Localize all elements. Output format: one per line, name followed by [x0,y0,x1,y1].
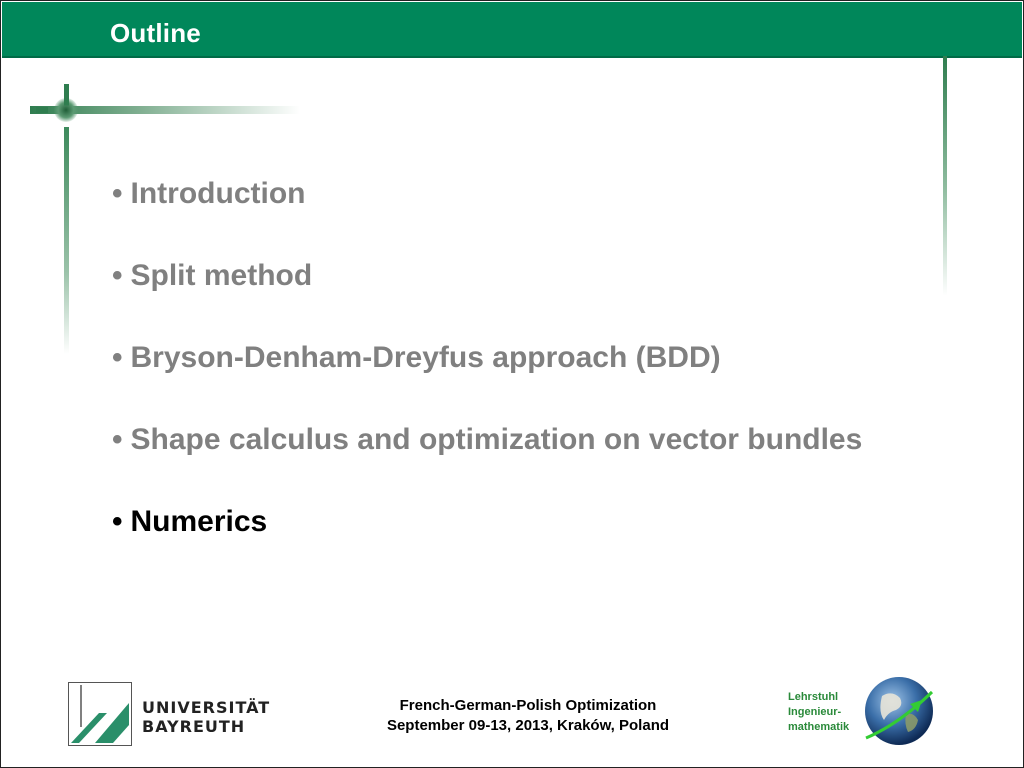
bullet-icon: • [112,259,123,292]
decorative-vertical-line [64,84,69,354]
bullet-icon: • [112,341,123,374]
chair-name [788,690,849,735]
decorative-right-line [943,56,947,296]
university-name-line2: BAYREUTH [142,717,246,736]
bullet-icon: • [112,505,123,538]
outline-item-introduction [112,172,862,254]
university-name-line1: UNIVERSITÄT [142,698,271,717]
conference-date-location: September 09-13, 2013, Kraków, Poland [386,717,670,734]
outline-item-label: Introduction [130,177,306,210]
university-name [142,698,270,736]
outline-item-bdd [112,336,862,418]
slide-title: Outline [110,18,201,48]
chair-line1: Lehrstuhl [788,691,839,703]
outline-item-label: Shape calculus and optimization on vector bundles [130,423,863,456]
outline-item-split-method [112,254,862,336]
conference-name: French-German-Polish Optimization [399,697,657,714]
title-bar [2,2,1022,58]
conference-info [360,696,696,736]
outline-item-numerics [112,500,862,582]
outline-item-label: Split method [130,259,313,292]
outline-item-label: Bryson-Denham-Dreyfus approach (BDD) [130,341,721,374]
chair-line3: mathematik [788,721,850,733]
outline-item-shape-calculus [112,418,862,500]
outline-list [112,172,862,582]
chair-line2: Ingenieur- [788,706,842,718]
decorative-dash [36,107,48,113]
bullet-icon: • [112,177,123,210]
outline-item-label: Numerics [130,505,268,538]
globe-logo-icon [862,674,936,748]
bullet-icon: • [112,423,123,456]
university-logo-icon [68,682,132,746]
